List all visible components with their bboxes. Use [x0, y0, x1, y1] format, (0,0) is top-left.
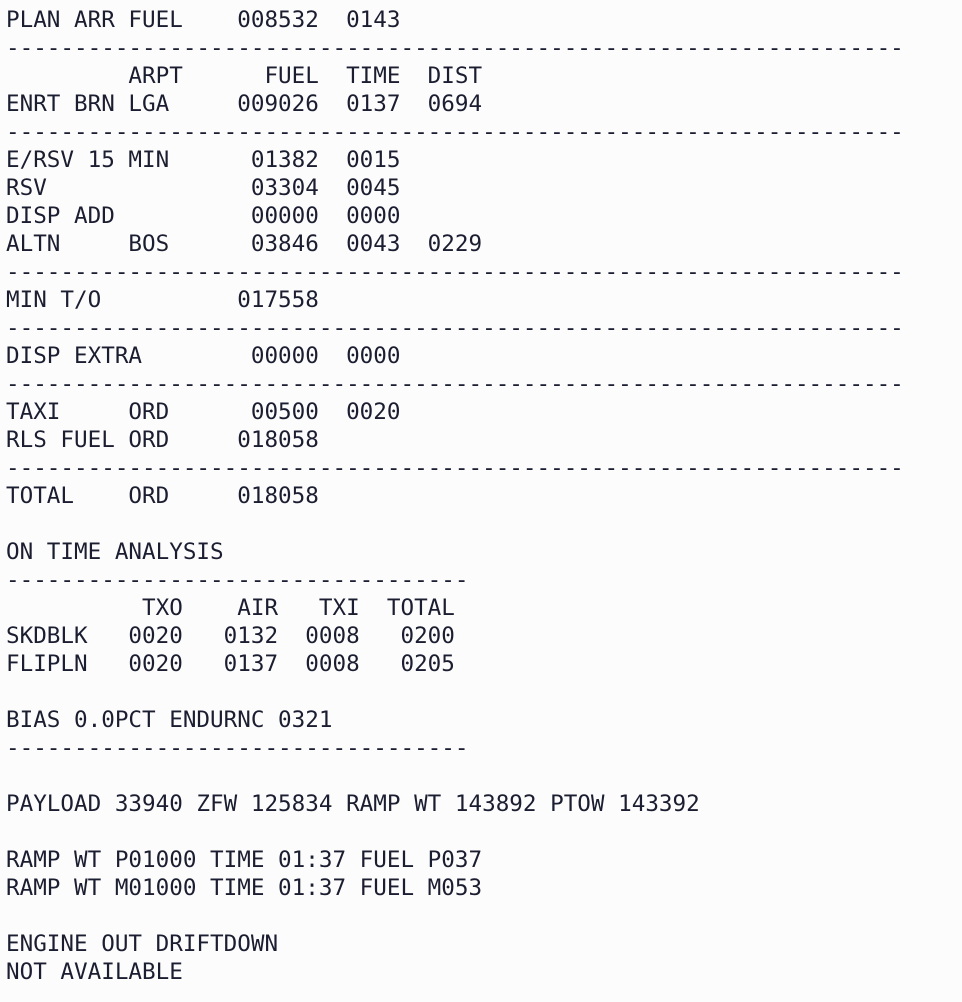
- enroute-reserve-row: E/RSV 15 MIN 01382 0015: [6, 147, 401, 173]
- release-fuel-row: RLS FUEL ORD 018058: [6, 427, 319, 453]
- on-time-table-header: TXO AIR TXI TOTAL: [6, 595, 455, 621]
- separator-line: ------------------------------------------------------------------: [6, 259, 904, 285]
- plan-arr-fuel-line: PLAN ARR FUEL 008532 0143: [6, 7, 401, 33]
- scheduled-block-row: SKDBLK 0020 0132 0008 0200: [6, 623, 455, 649]
- separator-line: ------------------------------------------------------------------: [6, 315, 904, 341]
- bias-endurance-line: BIAS 0.0PCT ENDURNC 0321: [6, 707, 333, 733]
- engine-out-heading: ENGINE OUT DRIFTDOWN: [6, 931, 279, 957]
- ramp-weight-minus-line: RAMP WT M01000 TIME 01:37 FUEL M053: [6, 875, 483, 901]
- blank-line: [6, 510, 956, 538]
- blank-line: [6, 762, 956, 790]
- payload-weights-line: PAYLOAD 33940 ZFW 125834 RAMP WT 143892 PTOW 143392: [6, 791, 700, 817]
- enroute-row: ENRT BRN LGA 009026 0137 0694: [6, 91, 483, 117]
- blank-line: [6, 678, 956, 706]
- flight-plan-document: [6, 6, 956, 986]
- separator-line: ----------------------------------: [6, 735, 469, 761]
- on-time-analysis-heading: ON TIME ANALYSIS: [6, 539, 224, 565]
- blank-line: [6, 902, 956, 930]
- separator-line: ------------------------------------------------------------------: [6, 371, 904, 397]
- separator-line: ------------------------------------------------------------------: [6, 35, 904, 61]
- ramp-weight-plus-line: RAMP WT P01000 TIME 01:37 FUEL P037: [6, 847, 483, 873]
- taxi-row: TAXI ORD 00500 0020: [6, 399, 401, 425]
- min-takeoff-row: MIN T/O 017558: [6, 287, 319, 313]
- separator-line: ----------------------------------: [6, 567, 469, 593]
- reserve-row: RSV 03304 0045: [6, 175, 401, 201]
- separator-line: ------------------------------------------------------------------: [6, 119, 904, 145]
- fuel-table-header: ARPT FUEL TIME DIST: [6, 63, 483, 89]
- dispatch-add-row: DISP ADD 00000 0000: [6, 203, 401, 229]
- alternate-row: ALTN BOS 03846 0043 0229: [6, 231, 483, 257]
- flight-plan-row: FLIPLN 0020 0137 0008 0205: [6, 651, 455, 677]
- total-row: TOTAL ORD 018058: [6, 483, 319, 509]
- blank-line: [6, 818, 956, 846]
- dispatch-extra-row: DISP EXTRA 00000 0000: [6, 343, 401, 369]
- engine-out-status: NOT AVAILABLE: [6, 959, 183, 985]
- separator-line: ------------------------------------------------------------------: [6, 455, 904, 481]
